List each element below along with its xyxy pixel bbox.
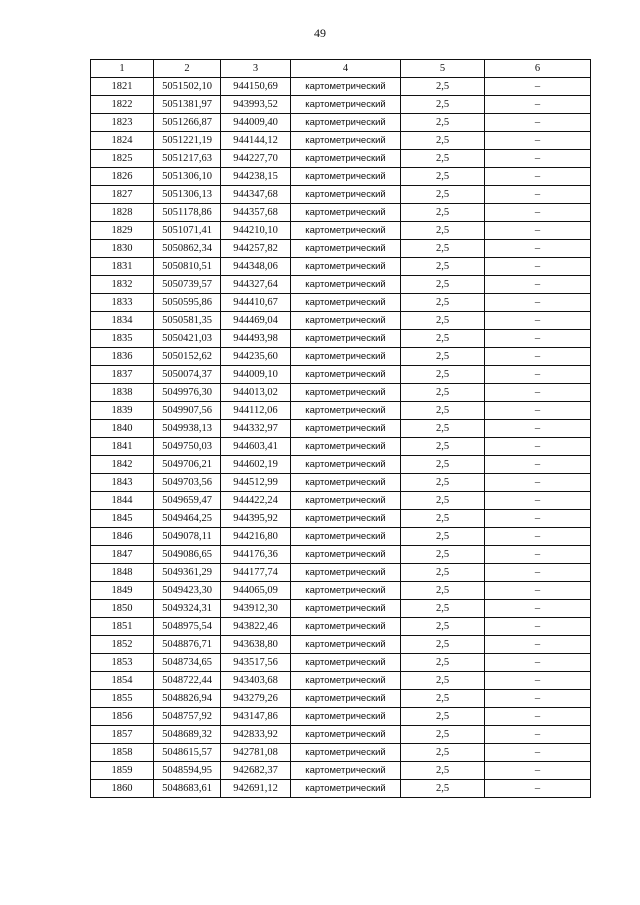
method-cell: картометрический (291, 294, 401, 312)
y-coordinate-cell: 944493,98 (221, 330, 291, 348)
x-coordinate-cell: 5050152,62 (154, 348, 221, 366)
x-coordinate-cell: 5051306,13 (154, 186, 221, 204)
accuracy-cell: 2,5 (401, 780, 485, 798)
point-number-cell: 1827 (91, 186, 154, 204)
x-coordinate-cell: 5051071,41 (154, 222, 221, 240)
accuracy-cell: 2,5 (401, 744, 485, 762)
point-number-cell: 1841 (91, 438, 154, 456)
method-cell: картометрический (291, 456, 401, 474)
y-coordinate-cell: 943403,68 (221, 672, 291, 690)
table-row (91, 330, 591, 348)
description-cell: – (485, 600, 591, 618)
table-row (91, 222, 591, 240)
x-coordinate-cell: 5049938,13 (154, 420, 221, 438)
method-cell: картометрический (291, 366, 401, 384)
y-coordinate-cell: 944150,69 (221, 78, 291, 96)
point-number-cell: 1845 (91, 510, 154, 528)
method-cell: картометрический (291, 348, 401, 366)
header-cell: 1 (91, 60, 154, 78)
method-cell: картометрический (291, 96, 401, 114)
x-coordinate-cell: 5048826,94 (154, 690, 221, 708)
method-cell: картометрический (291, 312, 401, 330)
method-cell: картометрический (291, 132, 401, 150)
accuracy-cell: 2,5 (401, 132, 485, 150)
point-number-cell: 1832 (91, 276, 154, 294)
description-cell: – (485, 582, 591, 600)
method-cell: картометрический (291, 384, 401, 402)
description-cell: – (485, 240, 591, 258)
table-row (91, 294, 591, 312)
header-cell: 3 (221, 60, 291, 78)
page-number: 49 (314, 26, 326, 40)
description-cell: – (485, 312, 591, 330)
description-cell: – (485, 384, 591, 402)
description-cell: – (485, 510, 591, 528)
description-cell: – (485, 78, 591, 96)
accuracy-cell: 2,5 (401, 384, 485, 402)
accuracy-cell: 2,5 (401, 186, 485, 204)
table-row (91, 546, 591, 564)
x-coordinate-cell: 5049750,03 (154, 438, 221, 456)
point-number-cell: 1826 (91, 168, 154, 186)
y-coordinate-cell: 943912,30 (221, 600, 291, 618)
point-number-cell: 1829 (91, 222, 154, 240)
point-number-cell: 1836 (91, 348, 154, 366)
point-number-cell: 1847 (91, 546, 154, 564)
x-coordinate-cell: 5049703,56 (154, 474, 221, 492)
table-row (91, 636, 591, 654)
accuracy-cell: 2,5 (401, 546, 485, 564)
accuracy-cell: 2,5 (401, 672, 485, 690)
method-cell: картометрический (291, 168, 401, 186)
y-coordinate-cell: 944347,68 (221, 186, 291, 204)
y-coordinate-cell: 943147,86 (221, 708, 291, 726)
point-number-cell: 1824 (91, 132, 154, 150)
method-cell: картометрический (291, 258, 401, 276)
point-number-cell: 1839 (91, 402, 154, 420)
x-coordinate-cell: 5051221,19 (154, 132, 221, 150)
table-row (91, 78, 591, 96)
x-coordinate-cell: 5050581,35 (154, 312, 221, 330)
y-coordinate-cell: 944009,40 (221, 114, 291, 132)
table-row (91, 150, 591, 168)
accuracy-cell: 2,5 (401, 150, 485, 168)
y-coordinate-cell: 943517,56 (221, 654, 291, 672)
point-number-cell: 1860 (91, 780, 154, 798)
description-cell: – (485, 474, 591, 492)
y-coordinate-cell: 944238,15 (221, 168, 291, 186)
y-coordinate-cell: 944603,41 (221, 438, 291, 456)
accuracy-cell: 2,5 (401, 618, 485, 636)
x-coordinate-cell: 5048683,61 (154, 780, 221, 798)
accuracy-cell: 2,5 (401, 438, 485, 456)
description-cell: – (485, 762, 591, 780)
description-cell: – (485, 438, 591, 456)
description-cell: – (485, 96, 591, 114)
description-cell: – (485, 402, 591, 420)
point-number-cell: 1853 (91, 654, 154, 672)
y-coordinate-cell: 942682,37 (221, 762, 291, 780)
accuracy-cell: 2,5 (401, 762, 485, 780)
y-coordinate-cell: 944332,97 (221, 420, 291, 438)
description-cell: – (485, 204, 591, 222)
x-coordinate-cell: 5048734,65 (154, 654, 221, 672)
accuracy-cell: 2,5 (401, 222, 485, 240)
y-coordinate-cell: 942833,92 (221, 726, 291, 744)
accuracy-cell: 2,5 (401, 168, 485, 186)
x-coordinate-cell: 5051178,86 (154, 204, 221, 222)
point-number-cell: 1837 (91, 366, 154, 384)
point-number-cell: 1838 (91, 384, 154, 402)
x-coordinate-cell: 5051266,87 (154, 114, 221, 132)
method-cell: картометрический (291, 546, 401, 564)
table-row (91, 438, 591, 456)
x-coordinate-cell: 5049659,47 (154, 492, 221, 510)
point-number-cell: 1852 (91, 636, 154, 654)
y-coordinate-cell: 944348,06 (221, 258, 291, 276)
method-cell: картометрический (291, 186, 401, 204)
table-row (91, 384, 591, 402)
method-cell: картометрический (291, 222, 401, 240)
description-cell: – (485, 672, 591, 690)
y-coordinate-cell: 944357,68 (221, 204, 291, 222)
table-row (91, 582, 591, 600)
accuracy-cell: 2,5 (401, 726, 485, 744)
point-number-cell: 1823 (91, 114, 154, 132)
point-number-cell: 1846 (91, 528, 154, 546)
table-row (91, 474, 591, 492)
description-cell: – (485, 276, 591, 294)
y-coordinate-cell: 943993,52 (221, 96, 291, 114)
description-cell: – (485, 564, 591, 582)
description-cell: – (485, 618, 591, 636)
description-cell: – (485, 726, 591, 744)
method-cell: картометрический (291, 276, 401, 294)
y-coordinate-cell: 943822,46 (221, 618, 291, 636)
y-coordinate-cell: 944177,74 (221, 564, 291, 582)
method-cell: картометрический (291, 150, 401, 168)
description-cell: – (485, 258, 591, 276)
method-cell: картометрический (291, 654, 401, 672)
method-cell: картометрический (291, 474, 401, 492)
x-coordinate-cell: 5048594,95 (154, 762, 221, 780)
accuracy-cell: 2,5 (401, 654, 485, 672)
x-coordinate-cell: 5048876,71 (154, 636, 221, 654)
table-row (91, 402, 591, 420)
accuracy-cell: 2,5 (401, 474, 485, 492)
table-row (91, 744, 591, 762)
accuracy-cell: 2,5 (401, 114, 485, 132)
point-number-cell: 1830 (91, 240, 154, 258)
point-number-cell: 1840 (91, 420, 154, 438)
x-coordinate-cell: 5049086,65 (154, 546, 221, 564)
table-row (91, 348, 591, 366)
x-coordinate-cell: 5048689,32 (154, 726, 221, 744)
x-coordinate-cell: 5048975,54 (154, 618, 221, 636)
table-row (91, 528, 591, 546)
point-number-cell: 1831 (91, 258, 154, 276)
y-coordinate-cell: 944227,70 (221, 150, 291, 168)
description-cell: – (485, 528, 591, 546)
table-row (91, 240, 591, 258)
method-cell: картометрический (291, 438, 401, 456)
table-row (91, 168, 591, 186)
y-coordinate-cell: 944112,06 (221, 402, 291, 420)
accuracy-cell: 2,5 (401, 492, 485, 510)
table-row (91, 276, 591, 294)
table-row (91, 708, 591, 726)
header-cell: 2 (154, 60, 221, 78)
y-coordinate-cell: 944602,19 (221, 456, 291, 474)
table-row (91, 420, 591, 438)
description-cell: – (485, 456, 591, 474)
x-coordinate-cell: 5050810,51 (154, 258, 221, 276)
x-coordinate-cell: 5048722,44 (154, 672, 221, 690)
y-coordinate-cell: 942691,12 (221, 780, 291, 798)
point-number-cell: 1851 (91, 618, 154, 636)
table-row (91, 186, 591, 204)
table-row (91, 672, 591, 690)
x-coordinate-cell: 5050421,03 (154, 330, 221, 348)
description-cell: – (485, 708, 591, 726)
y-coordinate-cell: 944216,80 (221, 528, 291, 546)
y-coordinate-cell: 944257,82 (221, 240, 291, 258)
method-cell: картометрический (291, 528, 401, 546)
accuracy-cell: 2,5 (401, 204, 485, 222)
method-cell: картометрический (291, 780, 401, 798)
y-coordinate-cell: 944144,12 (221, 132, 291, 150)
x-coordinate-cell: 5049464,25 (154, 510, 221, 528)
accuracy-cell: 2,5 (401, 402, 485, 420)
point-number-cell: 1848 (91, 564, 154, 582)
y-coordinate-cell: 944009,10 (221, 366, 291, 384)
description-cell: – (485, 330, 591, 348)
x-coordinate-cell: 5048615,57 (154, 744, 221, 762)
accuracy-cell: 2,5 (401, 312, 485, 330)
y-coordinate-cell: 944422,24 (221, 492, 291, 510)
method-cell: картометрический (291, 582, 401, 600)
point-number-cell: 1844 (91, 492, 154, 510)
method-cell: картометрический (291, 510, 401, 528)
table-row (91, 456, 591, 474)
description-cell: – (485, 114, 591, 132)
method-cell: картометрический (291, 762, 401, 780)
point-number-cell: 1855 (91, 690, 154, 708)
method-cell: картометрический (291, 744, 401, 762)
method-cell: картометрический (291, 402, 401, 420)
accuracy-cell: 2,5 (401, 582, 485, 600)
point-number-cell: 1833 (91, 294, 154, 312)
description-cell: – (485, 744, 591, 762)
table-row (91, 618, 591, 636)
y-coordinate-cell: 943638,80 (221, 636, 291, 654)
table-row (91, 114, 591, 132)
table-row (91, 366, 591, 384)
point-number-cell: 1858 (91, 744, 154, 762)
description-cell: – (485, 492, 591, 510)
table-row (91, 132, 591, 150)
table-row (91, 312, 591, 330)
description-cell: – (485, 690, 591, 708)
table-row (91, 600, 591, 618)
y-coordinate-cell: 944210,10 (221, 222, 291, 240)
point-number-cell: 1854 (91, 672, 154, 690)
y-coordinate-cell: 944327,64 (221, 276, 291, 294)
table-row (91, 780, 591, 798)
y-coordinate-cell: 942781,08 (221, 744, 291, 762)
description-cell: – (485, 168, 591, 186)
y-coordinate-cell: 944235,60 (221, 348, 291, 366)
method-cell: картометрический (291, 78, 401, 96)
accuracy-cell: 2,5 (401, 564, 485, 582)
x-coordinate-cell: 5050739,57 (154, 276, 221, 294)
point-number-cell: 1834 (91, 312, 154, 330)
description-cell: – (485, 348, 591, 366)
method-cell: картометрический (291, 564, 401, 582)
y-coordinate-cell: 944065,09 (221, 582, 291, 600)
x-coordinate-cell: 5051306,10 (154, 168, 221, 186)
accuracy-cell: 2,5 (401, 420, 485, 438)
x-coordinate-cell: 5051381,97 (154, 96, 221, 114)
description-cell: – (485, 132, 591, 150)
accuracy-cell: 2,5 (401, 294, 485, 312)
point-number-cell: 1857 (91, 726, 154, 744)
table-row (91, 96, 591, 114)
table-body (91, 60, 591, 798)
x-coordinate-cell: 5049976,30 (154, 384, 221, 402)
point-number-cell: 1859 (91, 762, 154, 780)
accuracy-cell: 2,5 (401, 708, 485, 726)
accuracy-cell: 2,5 (401, 348, 485, 366)
description-cell: – (485, 150, 591, 168)
accuracy-cell: 2,5 (401, 330, 485, 348)
x-coordinate-cell: 5051502,10 (154, 78, 221, 96)
table-row (91, 690, 591, 708)
table-row (91, 564, 591, 582)
description-cell: – (485, 186, 591, 204)
accuracy-cell: 2,5 (401, 600, 485, 618)
method-cell: картометрический (291, 672, 401, 690)
x-coordinate-cell: 5049907,56 (154, 402, 221, 420)
table-row (91, 654, 591, 672)
method-cell: картометрический (291, 708, 401, 726)
x-coordinate-cell: 5050595,86 (154, 294, 221, 312)
y-coordinate-cell: 944469,04 (221, 312, 291, 330)
accuracy-cell: 2,5 (401, 456, 485, 474)
method-cell: картометрический (291, 492, 401, 510)
method-cell: картометрический (291, 420, 401, 438)
description-cell: – (485, 420, 591, 438)
coordinates-table (90, 59, 591, 798)
point-number-cell: 1849 (91, 582, 154, 600)
x-coordinate-cell: 5050074,37 (154, 366, 221, 384)
x-coordinate-cell: 5049706,21 (154, 456, 221, 474)
x-coordinate-cell: 5049361,29 (154, 564, 221, 582)
table-row (91, 258, 591, 276)
method-cell: картометрический (291, 600, 401, 618)
description-cell: – (485, 780, 591, 798)
accuracy-cell: 2,5 (401, 240, 485, 258)
x-coordinate-cell: 5051217,63 (154, 150, 221, 168)
table-header-row (91, 60, 591, 78)
accuracy-cell: 2,5 (401, 690, 485, 708)
table-row (91, 492, 591, 510)
method-cell: картометрический (291, 204, 401, 222)
point-number-cell: 1825 (91, 150, 154, 168)
y-coordinate-cell: 944176,36 (221, 546, 291, 564)
x-coordinate-cell: 5049324,31 (154, 600, 221, 618)
x-coordinate-cell: 5050862,34 (154, 240, 221, 258)
description-cell: – (485, 654, 591, 672)
header-cell: 5 (401, 60, 485, 78)
method-cell: картометрический (291, 636, 401, 654)
accuracy-cell: 2,5 (401, 258, 485, 276)
point-number-cell: 1835 (91, 330, 154, 348)
description-cell: – (485, 546, 591, 564)
x-coordinate-cell: 5048757,92 (154, 708, 221, 726)
method-cell: картометрический (291, 726, 401, 744)
method-cell: картометрический (291, 114, 401, 132)
description-cell: – (485, 366, 591, 384)
point-number-cell: 1821 (91, 78, 154, 96)
method-cell: картометрический (291, 618, 401, 636)
point-number-cell: 1822 (91, 96, 154, 114)
method-cell: картометрический (291, 690, 401, 708)
y-coordinate-cell: 944410,67 (221, 294, 291, 312)
header-cell: 6 (485, 60, 591, 78)
method-cell: картометрический (291, 240, 401, 258)
x-coordinate-cell: 5049078,11 (154, 528, 221, 546)
method-cell: картометрический (291, 330, 401, 348)
accuracy-cell: 2,5 (401, 366, 485, 384)
accuracy-cell: 2,5 (401, 528, 485, 546)
table-row (91, 204, 591, 222)
y-coordinate-cell: 944395,92 (221, 510, 291, 528)
header-cell: 4 (291, 60, 401, 78)
y-coordinate-cell: 944013,02 (221, 384, 291, 402)
point-number-cell: 1843 (91, 474, 154, 492)
table-row (91, 726, 591, 744)
description-cell: – (485, 636, 591, 654)
table-row (91, 510, 591, 528)
x-coordinate-cell: 5049423,30 (154, 582, 221, 600)
accuracy-cell: 2,5 (401, 636, 485, 654)
point-number-cell: 1842 (91, 456, 154, 474)
description-cell: – (485, 294, 591, 312)
table-row (91, 762, 591, 780)
point-number-cell: 1856 (91, 708, 154, 726)
y-coordinate-cell: 944512,99 (221, 474, 291, 492)
accuracy-cell: 2,5 (401, 78, 485, 96)
point-number-cell: 1850 (91, 600, 154, 618)
accuracy-cell: 2,5 (401, 510, 485, 528)
description-cell: – (485, 222, 591, 240)
point-number-cell: 1828 (91, 204, 154, 222)
accuracy-cell: 2,5 (401, 96, 485, 114)
accuracy-cell: 2,5 (401, 276, 485, 294)
y-coordinate-cell: 943279,26 (221, 690, 291, 708)
